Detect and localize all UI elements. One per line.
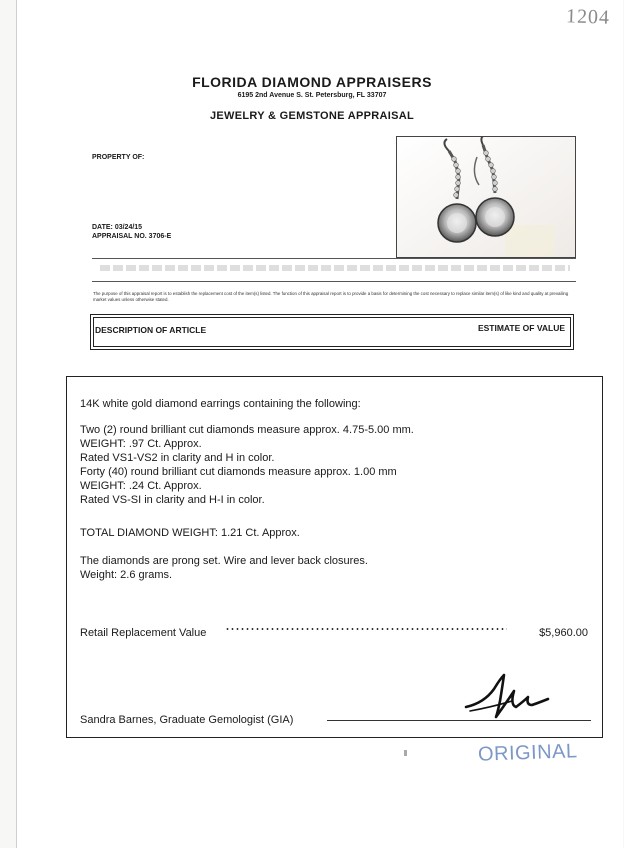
- signature-line: [327, 720, 591, 721]
- article-line: Rated VS-SI in clarity and H-I in color.: [80, 494, 265, 506]
- article-line: WEIGHT: .97 Ct. Approx.: [80, 438, 202, 450]
- earrings-photo: [396, 136, 576, 258]
- property-of-label: PROPERTY OF:: [92, 154, 145, 161]
- total-diamond-weight: TOTAL DIAMOND WEIGHT: 1.21 Ct. Approx.: [80, 527, 300, 539]
- report-title: JEWELRY & GEMSTONE APPRAISAL: [210, 110, 414, 122]
- dot-leader: [225, 628, 507, 630]
- company-address: 6195 2nd Avenue S. St. Petersburg, FL 33707: [237, 92, 387, 99]
- article-description-box: [66, 376, 603, 738]
- original-stamp: ORIGINAL: [477, 740, 578, 766]
- company-name: FLORIDA DIAMOND APPRAISERS: [192, 74, 432, 90]
- article-line: Two (2) round brilliant cut diamonds measure approx. 4.75-5.00 mm.: [80, 424, 414, 436]
- article-intro: 14K white gold diamond earrings containing the following:: [80, 398, 361, 410]
- retail-value-amount: $5,960.00: [539, 627, 588, 639]
- article-line: Forty (40) round brilliant cut diamonds measure approx. 1.00 mm: [80, 466, 397, 478]
- gemologist-signature: [462, 667, 562, 721]
- appraisal-number-row: [92, 233, 171, 240]
- article-line: Rated VS1-VS2 in clarity and H in color.: [80, 452, 275, 464]
- retail-value-label: Retail Replacement Value: [80, 627, 207, 639]
- item-weight: Weight: 2.6 grams.: [80, 569, 173, 581]
- appraisal-number-label: APPRAISAL NO.: [92, 233, 147, 240]
- date-value: 03/24/15: [114, 224, 143, 231]
- gemologist-name: Sandra Barnes, Graduate Gemologist (GIA): [80, 714, 294, 726]
- faint-bleedthrough-text: [100, 265, 570, 271]
- appraisal-number-value: 3706-E: [148, 233, 172, 240]
- setting-description: The diamonds are prong set. Wire and lever back closures.: [80, 555, 368, 567]
- column-header-box: [90, 314, 574, 350]
- page-number: 1204: [565, 5, 611, 29]
- article-line: WEIGHT: .24 Ct. Approx.: [80, 480, 202, 492]
- separator-line: [92, 281, 576, 282]
- estimate-column-header: ESTIMATE OF VALUE: [477, 323, 565, 333]
- scan-speck: [404, 750, 407, 756]
- separator-line: [92, 258, 576, 259]
- description-column-header: DESCRIPTION OF ARTICLE: [95, 325, 207, 335]
- date-label: DATE:: [92, 224, 113, 231]
- purpose-statement: The purpose of this appraisal report is to establish the replacement cost of the item(s) listed. The function of this appraisal report is to provide a basis for determining the cost necessary to replace similar item(s) of like kind and quality at prevailing market values unless otherwise stated.: [93, 291, 569, 302]
- date-row: [92, 224, 142, 231]
